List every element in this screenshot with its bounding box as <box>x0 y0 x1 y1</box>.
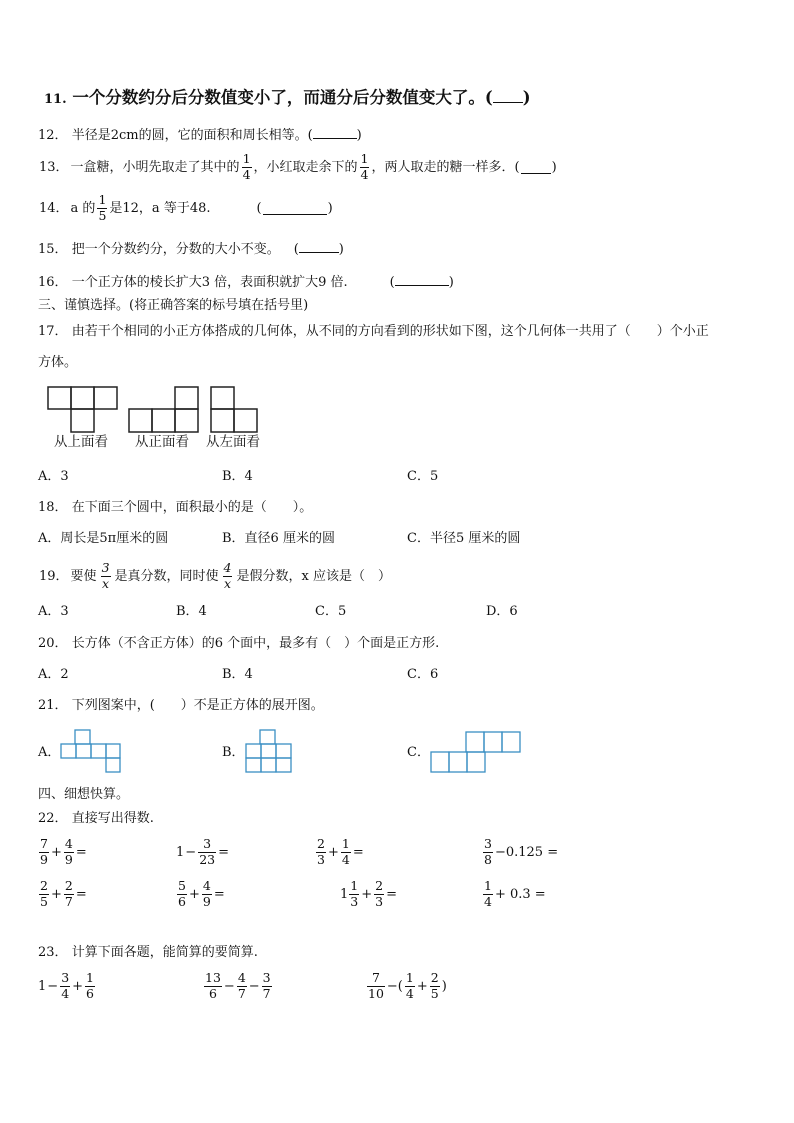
option-a[interactable]: A．3 <box>38 469 69 484</box>
question-number: 18． <box>38 500 68 515</box>
answer-blank[interactable] <box>313 126 357 139</box>
operator: + <box>50 844 62 860</box>
question-21 <box>38 699 324 712</box>
section-3-heading: 三、谨慎选择。(将正确答案的标号填在括号里) <box>38 298 309 313</box>
fraction: $\frac{1}{4}$ <box>242 151 251 182</box>
view-label-front: 从正面看 <box>135 434 189 450</box>
view-label-top: 从上面看 <box>54 434 108 450</box>
fraction: $\frac{1}{3}$ <box>350 878 359 909</box>
fraction: $\frac{7}{10}$ <box>368 970 384 1001</box>
fraction: $\frac{2}{3}$ <box>375 878 384 909</box>
question-text: 半径是2cm的圆，它的面积和周长相等。( <box>71 128 313 143</box>
question-16: 16． 一个正方体的棱长扩大3 倍，表面积就扩大9 倍. ( ) <box>38 275 454 290</box>
view-label-left: 从左面看 <box>206 434 260 450</box>
question-number: 20． <box>38 636 68 651</box>
top-view-shape <box>48 387 117 432</box>
question-text: 直接写出得数. <box>71 811 154 826</box>
answer-blank[interactable] <box>521 161 551 174</box>
question-text: 长方体（不含正方体）的6 个面中，最多有（ ）个面是正方形. <box>71 636 440 651</box>
option-a[interactable]: A．周长是5π厘米的圆 <box>38 531 169 546</box>
answer-blank[interactable] <box>395 273 449 286</box>
operator: = <box>218 844 229 860</box>
operator: −0.125 = <box>494 844 559 860</box>
fraction: $\frac{3}{8}$ <box>484 836 492 867</box>
answer-blank[interactable] <box>493 90 523 103</box>
fraction: $\frac{3}{4}$ <box>61 970 70 1001</box>
option-c[interactable]: C．5 <box>407 469 439 484</box>
question-number: 21． <box>38 698 68 713</box>
question-18 <box>38 501 312 514</box>
fraction: $\frac{5}{6}$ <box>178 878 186 909</box>
operator: ) <box>441 978 447 994</box>
operator: = <box>75 886 87 902</box>
question-13: 13． 一盒糖，小明先取走了其中的 $\frac{1}{4}$ ，小红取走余下的 $\frac{1}{4}$ ，两人取走的糖一样多．( ) <box>39 151 557 182</box>
fraction: $\frac{4}{9}$ <box>64 836 73 867</box>
fraction: $\frac{13}{6}$ <box>205 970 221 1001</box>
expression[interactable] <box>176 880 226 908</box>
question-12: 12． 半径是2cm的圆，它的面积和周长相等。( ) <box>38 128 362 143</box>
whole-number: 1 <box>176 844 185 860</box>
question-19: 19． 要使 $\frac{3}{x}$ 是真分数，同时使 $\frac{4}{x}$ 是假分数，x 应该是（ ） <box>39 560 391 591</box>
question-number: 15． <box>38 242 68 257</box>
option-b[interactable]: B． <box>222 745 245 760</box>
operator: + <box>50 886 62 902</box>
fraction: $\frac{7}{9}$ <box>40 836 48 867</box>
fraction: $\frac{4}{9}$ <box>202 878 211 909</box>
fraction: $\frac{1}{5}$ <box>98 192 107 223</box>
question-number: 11. <box>44 92 67 107</box>
operator: − <box>47 978 59 994</box>
expression[interactable] <box>38 838 88 866</box>
question-text: 把一个分数约分，分数的大小不变。 <box>71 242 280 257</box>
fraction: $\frac{4}{7}$ <box>237 970 246 1001</box>
option-b[interactable]: B．4 <box>176 604 207 619</box>
option-b[interactable]: B．直径6 厘米的圆 <box>222 531 335 546</box>
option-c[interactable]: C．5 <box>315 604 347 619</box>
operator: + 0.3 = <box>494 886 546 902</box>
question-20 <box>38 637 439 650</box>
operator: + <box>188 886 200 902</box>
operator: + <box>416 978 428 994</box>
expression[interactable] <box>176 838 230 866</box>
expression[interactable] <box>482 880 547 908</box>
option-c[interactable]: C． <box>407 745 430 760</box>
fraction: $\frac{4}{x}$ <box>223 560 232 591</box>
expression[interactable] <box>38 972 96 1000</box>
cube-net-c <box>430 731 524 775</box>
front-view-shape <box>129 387 198 432</box>
expression[interactable] <box>315 838 365 866</box>
operator: + <box>327 844 339 860</box>
whole-number: 1 <box>340 886 349 902</box>
question-22 <box>38 812 154 825</box>
question-number: 12． <box>38 128 68 143</box>
expression[interactable] <box>340 880 398 908</box>
operator: + <box>361 886 373 902</box>
operator: = <box>352 844 364 860</box>
operator: = <box>386 886 397 902</box>
question-14: 14． a 的 $\frac{1}{5}$ 是12，a 等于48. ( ) <box>39 192 333 223</box>
side-view-shape <box>211 387 257 432</box>
operator: − <box>185 844 197 860</box>
fraction: $\frac{3}{7}$ <box>262 970 271 1001</box>
expression[interactable] <box>38 880 88 908</box>
option-a[interactable]: A．3 <box>38 604 69 619</box>
operator: − <box>248 978 260 994</box>
option-a[interactable]: A． <box>38 745 61 760</box>
fraction: $\frac{1}{4}$ <box>360 151 369 182</box>
operator: = <box>75 844 87 860</box>
question-text: 一个正方体的棱长扩大3 倍，表面积就扩大9 倍. <box>71 275 348 290</box>
fraction: $\frac{2}{3}$ <box>317 836 325 867</box>
operator: − <box>223 978 235 994</box>
option-c[interactable]: C．6 <box>407 667 439 682</box>
fraction: $\frac{1}{6}$ <box>86 970 94 1001</box>
option-b[interactable]: B．4 <box>222 469 253 484</box>
question-number: 13． <box>39 159 69 175</box>
question-17 <box>38 325 709 338</box>
whole-number: 1 <box>38 978 47 994</box>
section-4-heading: 四、细想快算。 <box>38 787 130 802</box>
option-b[interactable]: B．4 <box>222 667 253 682</box>
answer-blank[interactable] <box>263 202 327 215</box>
fraction: $\frac{2}{7}$ <box>64 878 73 909</box>
expression[interactable] <box>366 972 448 1000</box>
fraction: $\frac{2}{5}$ <box>430 970 439 1001</box>
option-a[interactable]: A．2 <box>38 667 69 682</box>
fraction: $\frac{3}{x}$ <box>101 560 110 591</box>
question-text: 计算下面各题，能简算的要简算. <box>71 945 258 960</box>
question-number: 19． <box>39 568 69 584</box>
operator: = <box>213 886 225 902</box>
question-text: 下列图案中，( ）不是正方体的展开图。 <box>71 698 324 713</box>
question-number: 16． <box>38 275 68 290</box>
question-text: 由若干个相同的小正方体搭成的几何体，从不同的方向看到的形状如下图，这个几何体一共用了（ ）个小正 <box>71 324 709 339</box>
fraction: $\frac{1}{4}$ <box>341 836 350 867</box>
fraction: $\frac{1}{4}$ <box>484 878 492 909</box>
question-text: 一个分数约分后分数值变小了，而通分后分数值变大了。( <box>72 88 493 107</box>
expression[interactable] <box>482 838 559 866</box>
question-23 <box>38 946 258 959</box>
question-number: 17． <box>38 324 68 339</box>
cube-net-b <box>245 729 293 775</box>
cube-net-a <box>60 729 122 775</box>
question-11: 11. 一个分数约分后分数值变小了，而通分后分数值变大了。( ) <box>44 88 531 107</box>
operator: + <box>72 978 84 994</box>
fraction: $\frac{1}{4}$ <box>405 970 414 1001</box>
expression[interactable] <box>203 972 273 1000</box>
question-15: 15． 把一个分数约分，分数的大小不变。 ( ) <box>38 242 344 257</box>
option-c[interactable]: C．半径5 厘米的圆 <box>407 531 521 546</box>
fraction: $\frac{2}{5}$ <box>40 878 48 909</box>
question-number: 22． <box>38 811 68 826</box>
question-17-line2: 方体。 <box>38 355 78 370</box>
option-d[interactable]: D．6 <box>486 604 518 619</box>
fraction: $\frac{3}{23}$ <box>199 836 216 867</box>
question-text: 在下面三个圆中，面积最小的是（ ）。 <box>71 500 313 515</box>
operator: −( <box>386 978 403 994</box>
answer-blank[interactable] <box>299 240 339 253</box>
question-number: 14． <box>39 200 69 216</box>
question-number: 23． <box>38 945 68 960</box>
